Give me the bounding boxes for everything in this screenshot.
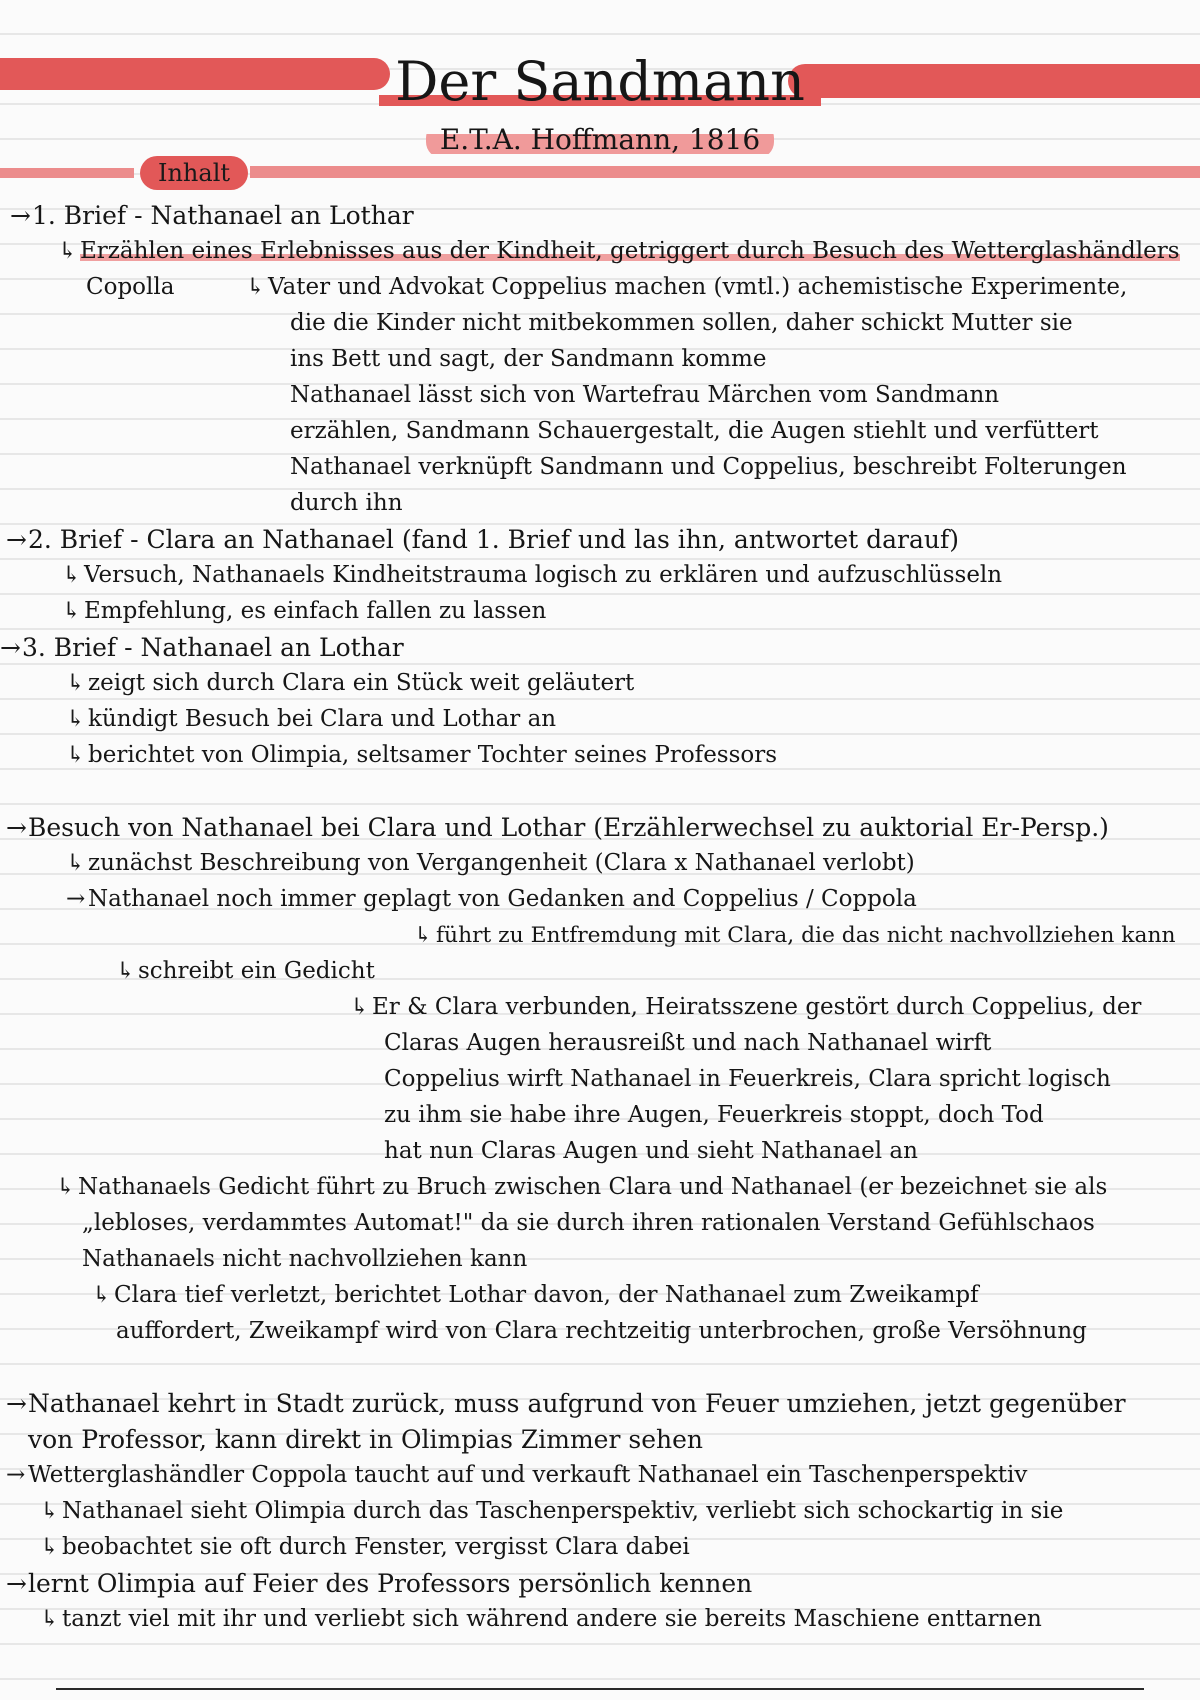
page-subtitle: E.T.A. Hoffmann, 1816 xyxy=(0,122,1200,158)
list-item: ↳ zunächst Beschreibung von Vergangenheit (Clara x Nathanael verlobt) xyxy=(66,846,915,881)
list-item: Nathanael verknüpft Sandmann und Coppelius, beschreibt Folterungen xyxy=(290,454,1127,480)
section-rule-right xyxy=(250,166,1200,178)
list-item: zu ihm sie habe ihre Augen, Feuerkreis stoppt, doch Tod xyxy=(384,1102,1044,1128)
page-bottom-rule xyxy=(56,1688,1144,1690)
return-arrow-icon: ↳ xyxy=(62,562,82,588)
return-arrow-icon: ↳ xyxy=(414,923,433,948)
arrow-icon: → xyxy=(6,1569,27,1598)
list-item: ↳ tanzt viel mit ihr und verliebt sich während andere sie bereits Maschiene enttarnen xyxy=(40,1602,1042,1637)
list-item: ↳ Clara tief verletzt, berichtet Lothar davon, der Nathanael zum Zweikampf xyxy=(92,1278,979,1313)
list-item: Nathanaels nicht nachvollziehen kann xyxy=(82,1246,528,1272)
list-item: Coppelius wirft Nathanael in Feuerkreis, Clara spricht logisch xyxy=(384,1066,1111,1092)
list-item: ↳ kündigt Besuch bei Clara und Lothar an xyxy=(66,702,556,737)
section-rule-left xyxy=(0,168,134,178)
list-item: die die Kinder nicht mitbekommen sollen, daher schickt Mutter sie xyxy=(290,310,1073,336)
list-item: „lebloses, verdammtes Automat!" da sie durch ihren rationalen Verstand Gefühlschaos xyxy=(82,1210,1095,1236)
list-item: ↳ zeigt sich durch Clara ein Stück weit geläutert xyxy=(66,666,634,701)
arrow-icon: → xyxy=(6,813,27,842)
arrow-icon: → xyxy=(0,633,21,662)
list-item: →Besuch von Nathanael bei Clara und Lothar (Erzählerwechsel zu auktorial Er-Persp.) xyxy=(6,810,1109,845)
return-arrow-icon: ↳ xyxy=(40,1606,60,1632)
return-arrow-icon: ↳ xyxy=(116,958,136,984)
arrow-icon: → xyxy=(6,1389,27,1418)
list-item: hat nun Claras Augen und sieht Nathanael an xyxy=(384,1138,918,1164)
return-arrow-icon: ↳ xyxy=(40,1534,60,1560)
return-arrow-icon: ↳ xyxy=(66,742,86,768)
page-title: Der Sandmann xyxy=(0,52,1200,112)
list-item: ↳ beobachtet sie oft durch Fenster, vergisst Clara dabei xyxy=(40,1530,690,1565)
return-arrow-icon: ↳ xyxy=(62,598,82,624)
arrow-icon: → xyxy=(10,201,31,230)
list-item: auffordert, Zweikampf wird von Clara rechtzeitig unterbrochen, große Versöhnung xyxy=(116,1318,1087,1344)
list-item: →1. Brief - Nathanael an Lothar xyxy=(10,198,414,233)
return-arrow-icon: ↳ xyxy=(66,706,86,732)
return-arrow-icon: ↳ xyxy=(350,994,370,1020)
return-arrow-icon: ↳ xyxy=(56,1174,76,1200)
list-item: ↳ führt zu Entfremdung mit Clara, die das nicht nachvollziehen kann xyxy=(414,918,1176,953)
list-item: ins Bett und sagt, der Sandmann komme xyxy=(290,346,767,372)
list-item: ↳ Nathanaels Gedicht führt zu Bruch zwischen Clara und Nathanael (er bezeichnet sie als xyxy=(56,1170,1107,1205)
list-item: ↳ Empfehlung, es einfach fallen zu lassen xyxy=(62,594,546,629)
list-item: →Nathanael kehrt in Stadt zurück, muss aufgrund von Feuer umziehen, jetzt gegenüber xyxy=(6,1386,1126,1421)
list-item: ↳ Vater und Advokat Coppelius machen (vmtl.) achemistische Experimente, xyxy=(246,270,1127,305)
list-item: ↳ Nathanael sieht Olimpia durch das Taschenperspektiv, verliebt sich schockartig in sie xyxy=(40,1494,1063,1529)
list-item: ↳ Erzählen eines Erlebnisses aus der Kindheit, getriggert durch Besuch des Wetterglashändlers xyxy=(58,234,1180,269)
arrow-icon: → xyxy=(66,886,86,912)
arrow-icon: → xyxy=(6,1462,26,1488)
list-item: ↳ Er & Clara verbunden, Heiratsszene gestört durch Coppelius, der xyxy=(350,990,1141,1025)
return-arrow-icon: ↳ xyxy=(40,1498,60,1524)
return-arrow-icon: ↳ xyxy=(66,670,86,696)
list-item: Copolla xyxy=(86,274,175,300)
list-item: →lernt Olimpia auf Feier des Professors persönlich kennen xyxy=(6,1566,752,1601)
list-item: ↳ Versuch, Nathanaels Kindheitstrauma logisch zu erklären und aufzuschlüsseln xyxy=(62,558,1002,593)
return-arrow-icon: ↳ xyxy=(58,238,78,264)
list-item: →2. Brief - Clara an Nathanael (fand 1. Brief und las ihn, antwortet darauf) xyxy=(6,522,959,557)
return-arrow-icon: ↳ xyxy=(246,274,266,300)
list-item: Claras Augen herausreißt und nach Nathanael wirft xyxy=(384,1030,992,1056)
list-item: ↳ schreibt ein Gedicht xyxy=(116,954,375,989)
return-arrow-icon: ↳ xyxy=(92,1282,112,1308)
arrow-icon: → xyxy=(6,525,27,554)
list-item: durch ihn xyxy=(290,490,403,516)
list-item: → Nathanael noch immer geplagt von Gedanken and Coppelius / Coppola xyxy=(66,882,917,917)
list-item: von Professor, kann direkt in Olimpias Zimmer sehen xyxy=(28,1425,703,1454)
list-item: →3. Brief - Nathanael an Lothar xyxy=(0,630,404,665)
return-arrow-icon: ↳ xyxy=(66,850,86,876)
list-item: ↳ berichtet von Olimpia, seltsamer Tochter seines Professors xyxy=(66,738,777,773)
list-item: → Wetterglashändler Coppola taucht auf und verkauft Nathanael ein Taschenperspektiv xyxy=(6,1458,1027,1493)
list-item: Nathanael lässt sich von Wartefrau Märchen vom Sandmann xyxy=(290,382,1000,408)
list-item: erzählen, Sandmann Schauergestalt, die Augen stiehlt und verfüttert xyxy=(290,418,1099,444)
section-label-inhalt: Inhalt xyxy=(140,156,248,190)
